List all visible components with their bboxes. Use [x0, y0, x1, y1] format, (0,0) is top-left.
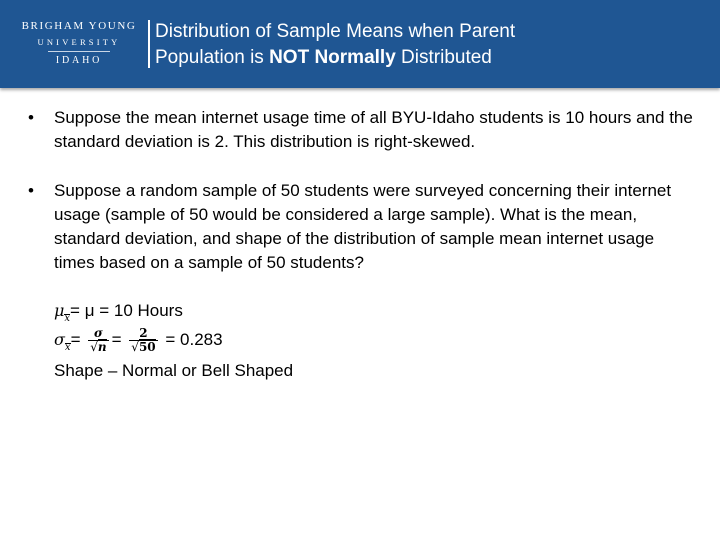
- title-line-2-end: Distributed: [395, 47, 492, 68]
- shape-statement: [54, 360, 474, 382]
- bullet-marker: •: [28, 181, 34, 200]
- bullet-item: [28, 179, 698, 275]
- equals-sign: =: [70, 330, 81, 349]
- mean-symbol: μ: [54, 301, 65, 320]
- bullet-text: Suppose the mean internet usage time of all BYU-Idaho students is 10 hours and the standard deviation is 2. This distribution is right-skewed.: [54, 108, 693, 151]
- header-bar: [0, 0, 720, 88]
- bullet-text: Suppose a random sample of 50 students were surveyed concerning their internet usage (sample of 50 would be considered a large sample). What is the mean, standard deviation, and shape of the distribution of sample mean internet usage times based on a sample of 50 students?: [54, 181, 672, 272]
- sd-equation: [54, 322, 474, 358]
- title-line-1: Distribution of Sample Means when Parent: [155, 21, 516, 42]
- title-emphasis: NOT Normally: [269, 47, 396, 68]
- logo-line-3: IDAHO: [55, 55, 103, 66]
- sd-result: = 0.283: [165, 330, 223, 349]
- mean-equation: [54, 300, 474, 322]
- slide-title: [155, 19, 625, 71]
- bullet-item: [28, 106, 698, 154]
- xbar-subscript: x: [64, 342, 71, 353]
- xbar-subscript: x: [64, 313, 71, 324]
- logo-line-2: UNIVERSITY: [37, 37, 121, 47]
- fraction-2-over-root-50: $\frac{2}{√50}$: [131, 326, 156, 355]
- slide-body: [28, 106, 698, 275]
- shape-text: Shape – Normal or Bell Shaped: [54, 361, 294, 380]
- logo-rule: [48, 51, 110, 52]
- bullet-marker: •: [28, 108, 34, 127]
- logo-line-1: BRIGHAM YOUNG: [21, 20, 137, 32]
- equals-sign: =: [111, 330, 122, 349]
- university-logo: [18, 16, 140, 68]
- fraction-sigma-over-root-n: $\frac{\sigma}{√n}$: [90, 326, 107, 355]
- sd-symbol: σ: [54, 330, 65, 349]
- solution-block: [54, 300, 474, 382]
- title-line-2-start: Population is: [155, 47, 270, 68]
- title-divider: [148, 20, 150, 68]
- mean-result: = μ = 10 Hours: [70, 301, 183, 320]
